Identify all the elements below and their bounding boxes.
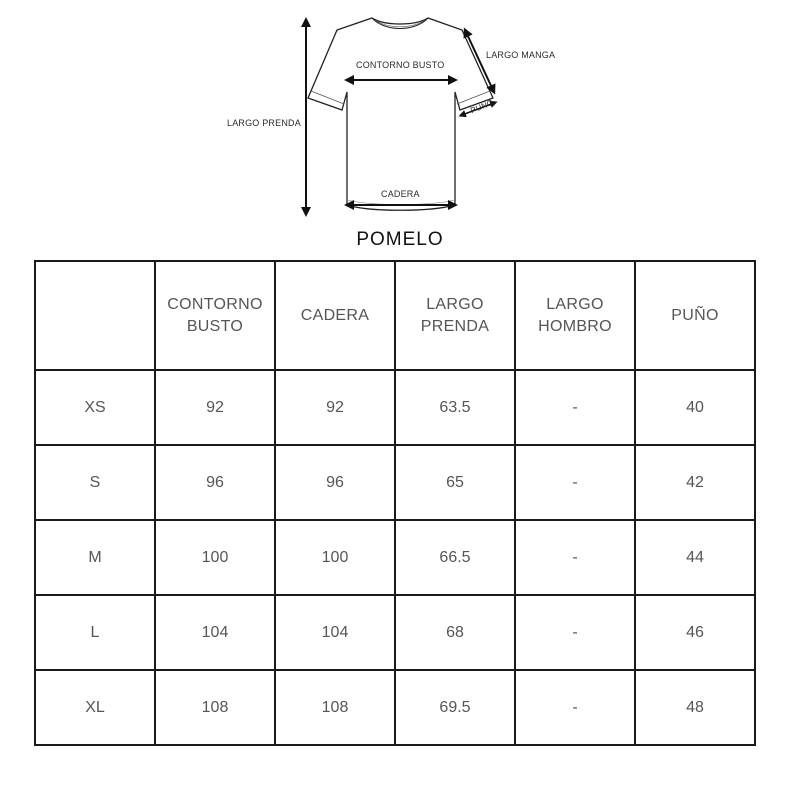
table-cell: - [515, 595, 635, 670]
table-cell: 108 [155, 670, 275, 745]
header-cell: LARGO PRENDA [395, 261, 515, 370]
product-title: POMELO [356, 229, 444, 250]
size-label: XS [35, 370, 155, 445]
table-cell: 44 [635, 520, 755, 595]
table-cell: 92 [155, 370, 275, 445]
label-largo-prenda: LARGO PRENDA [227, 118, 301, 128]
table-cell: - [515, 670, 635, 745]
size-table [34, 260, 756, 746]
table-cell: 108 [275, 670, 395, 745]
table-cell: 42 [635, 445, 755, 520]
table-row [35, 445, 755, 520]
header-cell: CONTORNO BUSTO [155, 261, 275, 370]
label-contorno-busto: CONTORNO BUSTO [356, 60, 445, 70]
table-cell: - [515, 370, 635, 445]
size-label: L [35, 595, 155, 670]
table-row [35, 520, 755, 595]
table-cell: 104 [155, 595, 275, 670]
table-cell: 69.5 [395, 670, 515, 745]
label-largo-manga: LARGO MANGA [486, 50, 556, 60]
table-cell: 92 [275, 370, 395, 445]
table-cell: 104 [275, 595, 395, 670]
header-cell: CADERA [275, 261, 395, 370]
label-cadera: CADERA [381, 189, 420, 199]
header-cell: LARGO HOMBRO [515, 261, 635, 370]
label-puno: PUÑO [469, 97, 495, 116]
table-cell: 100 [275, 520, 395, 595]
table-cell: - [515, 445, 635, 520]
table-cell: 63.5 [395, 370, 515, 445]
size-label: M [35, 520, 155, 595]
table-cell: 40 [635, 370, 755, 445]
table-row [35, 370, 755, 445]
table-cell: - [515, 520, 635, 595]
table-cell: 100 [155, 520, 275, 595]
table-cell: 96 [155, 445, 275, 520]
size-label: XL [35, 670, 155, 745]
table-row [35, 670, 755, 745]
header-cell: PUÑO [635, 261, 755, 370]
size-label: S [35, 445, 155, 520]
table-row [35, 595, 755, 670]
table-cell: 46 [635, 595, 755, 670]
table-cell: 66.5 [395, 520, 515, 595]
table-cell: 96 [275, 445, 395, 520]
table-cell: 48 [635, 670, 755, 745]
table-cell: 65 [395, 445, 515, 520]
table-cell: 68 [395, 595, 515, 670]
table-header-row [35, 261, 755, 370]
garment-diagram [0, 0, 800, 230]
header-cell [35, 261, 155, 370]
